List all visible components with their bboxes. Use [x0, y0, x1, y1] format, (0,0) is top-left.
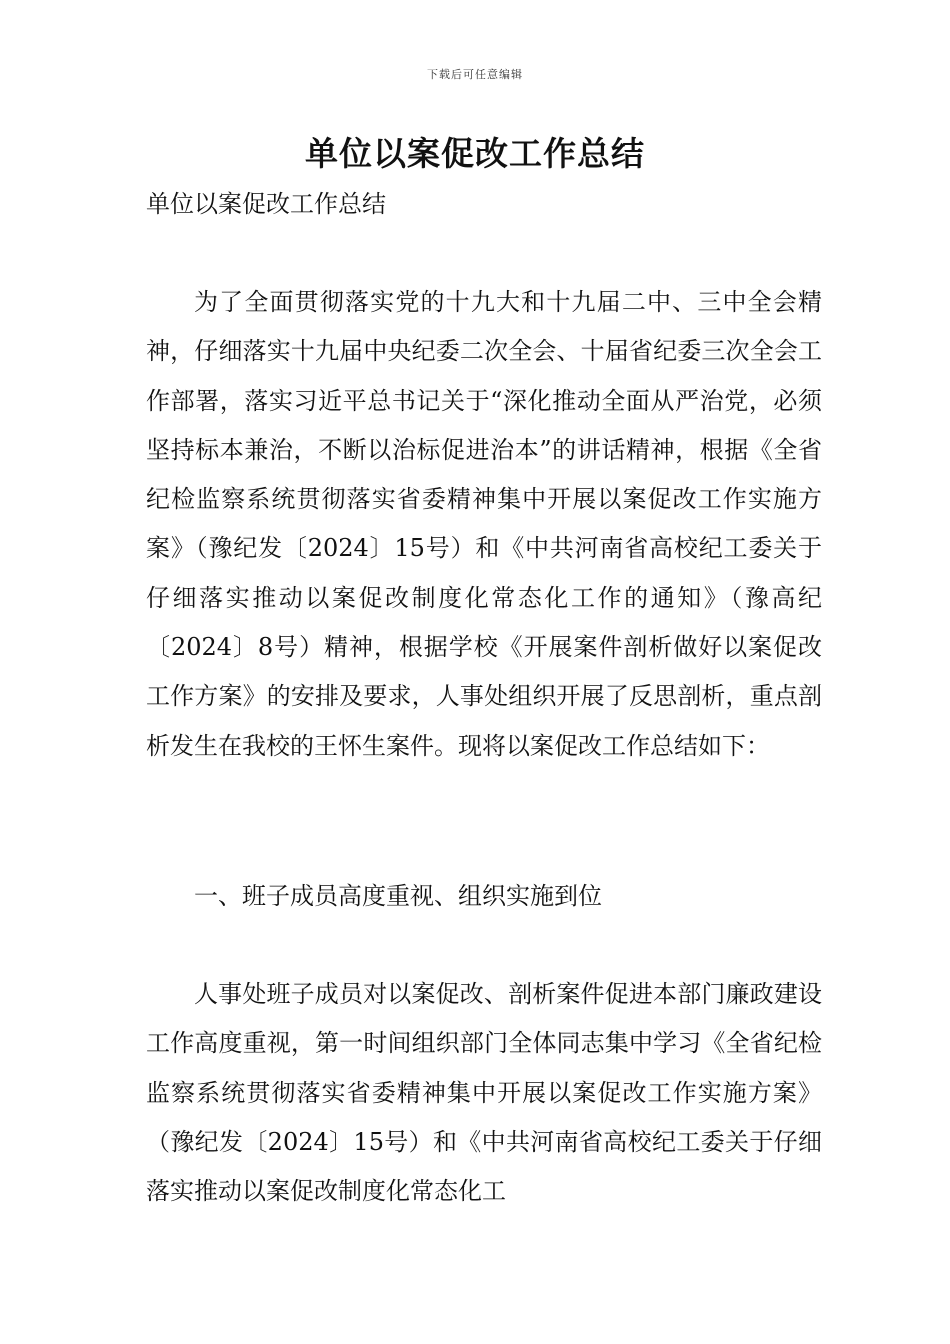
paragraph-intro: 为了全面贯彻落实党的十九大和十九届二中、三中全会精神，仔细落实十九届中央纪委二次全会、十届省纪委三次全会工作部署，落实习近平总书记关于“深化推动全面从严治党，必须坚持标本兼治，不断以治标促进治本”的讲话精神，根据《全省纪检监察系统贯彻落实省委精神集中开展以案促改工作实施方案》（豫纪发〔2024〕15号）和《中共河南省高校纪工委关于仔细落实推动以案促改制度化常态化工作的通知》（豫高纪〔2024〕8号）精神，根据学校《开展案件剖析做好以案促改工作方案》的安排及要求，人事处组织开展了反思剖析，重点剖析发生在我校的王怀生案件。现将以案促改工作总结如下：: [146, 288, 822, 760]
header-note: 下载后可任意编辑: [427, 68, 523, 81]
document-title: 单位以案促改工作总结: [305, 134, 645, 173]
section-heading-1: 一、班子成员高度重视、组织实施到位: [194, 882, 602, 910]
document-subtitle: 单位以案促改工作总结: [146, 190, 386, 218]
paragraph-section-1: 人事处班子成员对以案促改、剖析案件促进本部门廉政建设工作高度重视，第一时间组织部门全体同志集中学习《全省纪检监察系统贯彻落实省委精神集中开展以案促改工作实施方案》（豫纪发〔2024〕15号）和《中共河南省高校纪工委关于仔细落实推动以案促改制度化常态化工: [146, 980, 822, 1206]
